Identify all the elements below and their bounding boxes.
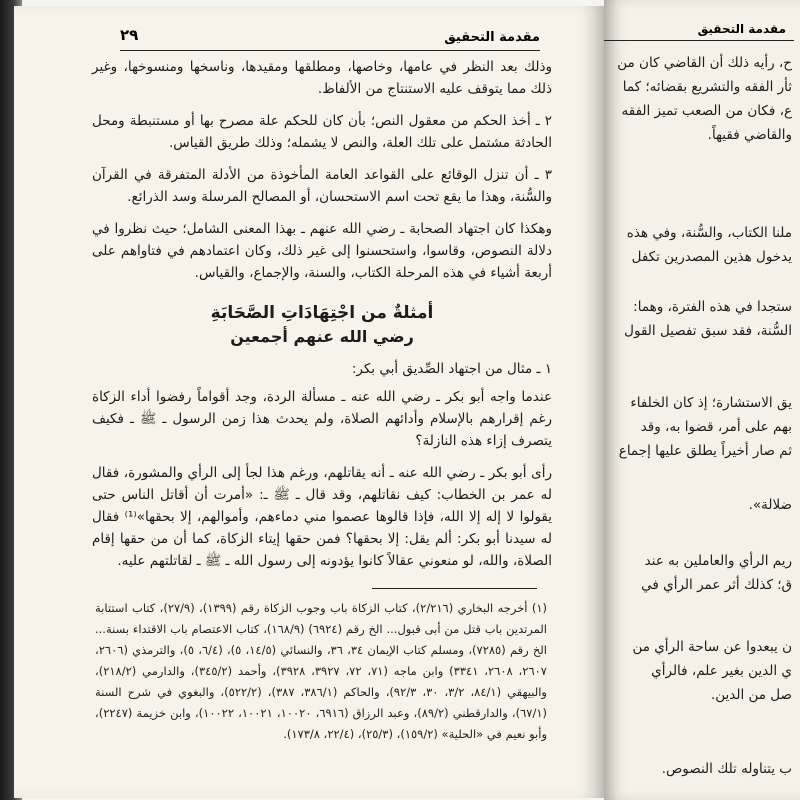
- text-line: يق الاستشارة؛ إذ كان الخلفاء: [630, 395, 792, 411]
- section-subheading: رضي الله عنهم أجمعين: [230, 327, 414, 346]
- paragraph: ٣ ـ أن تنزل الوقائع على القواعد العامة المأخوذة من الأدلة المتفرقة في القرآن والسُّنة، وهذا ما يقع تحت اسم الاستحسان، أو المصالح المرسلة وسد الذرائع.: [92, 167, 552, 205]
- example-title: ١ ـ مثال من اجتهاد الصِّديق أبي بكر:: [351, 361, 552, 377]
- right-page: [604, 0, 800, 800]
- page-number: ٢٩: [120, 26, 139, 44]
- left-page-header: [120, 28, 540, 51]
- right-page-header: [604, 22, 794, 41]
- paragraph: ٢ ـ أخذ الحكم من معقول النص؛ بأن كان للحكم علة مصرح بها أو مستنبطة ومحل الحادثة مشتمل على تلك العلة، والنص لا يشمله؛ وذلك طريق القياس.: [92, 113, 552, 151]
- paragraph: عندما واجه أبو بكر ـ رضي الله عنه ـ مسألة الردة، وجد أقواماً رفضوا أداء الزكاة رغم إقرارهم بالإسلام وأدائهم الصلاة، ولم يحدث هذا زمن الرسول ـ ﷺ ـ فكيف يتصرف إزاء هذه النازلة؟: [92, 389, 552, 449]
- footnote: (١) أخرجه البخاري (٢/٢١٦)، كتاب الزكاة باب وجوب الزكاة رقم (١٣٩٩)، (٢٧/٩)، كتاب استتابة المرتدين باب قتل من أبى قبول... الخ رقم (٦٩٢٤) (١٦٨/٩)، كتاب الاعتصام باب الاقتداء بسنة... الخ رقم (٧٢٨٥)، ومسلم كتاب الإيمان ٣٤، ٣٦، والنسائي (١٤/٥، ٥)، (٦/٤، ٥)، والترمذي (٢٦٠٦، ٢٦٠٧، ٢٦٠٨، ٣٣٤١) وابن ماجه (٧١، ٧٢، ٣٩٢٧، ٣٩٢٨)، وأحمد (٣٤٥/٢)، والدارمي (٢١٨/٢)، والبيهقي (٨٤/١، ٣/٢، ٣٠، ٩٢/٣)، والحاكم (٣٨٦/١، ٣٨٧)، (٥٢٢/٢)، والبغوي في شرح السنة (٦٧/١)، والدارقطني (٨٩/٢)، وعبد الرزاق (٦٩١٦، ١٠٠٢٠، ١٠٠٢١، ١٠٠٢٢)، وابن خزيمة (٢٢٤٧)، وأبو نعيم في «الحلية» (١٥٩/٢)، (٢٥/٣)، (٢٢/٤، ١٧٣/٨).: [95, 601, 548, 741]
- paragraph: وهكذا كان اجتهاد الصحابة ـ رضي الله عنهم ـ بهذا المعنى الشامل؛ حيث نظروا في دلالة النصوص، وقاسوا، واستحسنوا إلى غير ذلك، وكان اعتمادهم في فتاواهم على أربعة أشياء في هذه المرحلة الكتاب، والسنة، والإجماع، والقياس.: [92, 221, 552, 281]
- running-title: مقدمة التحقيق: [444, 30, 540, 45]
- text-line: ملنا الكتاب، والسُّنة، وفي هذه: [626, 225, 792, 241]
- footnotes: [95, 598, 547, 745]
- text-line: ي الدين بغير علم، فالرأي: [651, 663, 792, 679]
- text-line: ثم صار أخيراً يطلق عليها إجماع: [618, 443, 792, 459]
- footnote-divider: [372, 588, 537, 589]
- text-line: ق؛ كذلك أثر عمر الرأي في: [641, 577, 792, 593]
- text-line: ب يتناوله تلك النصوص.: [661, 761, 792, 777]
- paragraph: رأى أبو بكر ـ رضي الله عنه ـ أنه يقاتلهم، ورغم هذا لجأ إلى الرأي والمشورة، فقال له عمر بن الخطاب: كيف نقاتلهم، وقد قال ـ ﷺ ـ: «أمرت أن أقاتل الناس حتى يقولوا لا إله إلا الله، فإذا قالوها عصموا مني دماءهم، وأموالهم، إلا بحقها»⁽¹⁾ فقال له سيدنا أبو بكر: ألم يقل: إلا بحقها؟ فمن حقها إيتاء الزكاة، كما أن من حقها إقام الصلاة، والله، لو منعوني عقالاً كانوا يؤدونه إلى رسول الله ـ ﷺ ـ لقاتلتهم عليه.: [92, 465, 553, 569]
- left-page-body: [92, 56, 552, 582]
- text-line: ثأر الفقه والتشريع بقضائه؛ كما: [622, 79, 792, 95]
- paragraph: وذلك بعد النظر في عامها، وخاصها، ومطلقها ومقيدها، وناسخها ومنسوخها، وغير ذلك مما يتوقف عليه الاستنتاج من الألفاظ.: [92, 59, 552, 97]
- text-line: ح، رأيه ذلك أن القاضي كان من: [617, 55, 792, 71]
- text-line: السُّنة، فقد سبق تفصيل القول: [624, 323, 792, 339]
- section-heading: أمثلةٌ من اجْتِهَادَاتِ الصَّحَابَةِ: [210, 303, 434, 323]
- running-title: مقدمة التحقيق: [697, 22, 786, 36]
- text-line: ن يبعدوا عن ساحة الرأي من: [632, 639, 792, 655]
- text-line: ريم الرأي والعاملين به عند: [644, 553, 792, 569]
- text-line: صل من الدين.: [710, 687, 792, 703]
- text-line: والقاضي فقيهاً.: [707, 127, 792, 143]
- text-line: يدخول هذين المصدرين تكفل: [631, 249, 792, 265]
- text-line: بهم على أمر، قضوا به، وقد: [640, 419, 792, 435]
- text-line: ضلالة».: [748, 497, 792, 513]
- text-line: ع، فكان من الصعب تميز الفقه: [621, 103, 792, 119]
- text-line: ستجدا في هذه الفترة، وهما:: [633, 299, 792, 315]
